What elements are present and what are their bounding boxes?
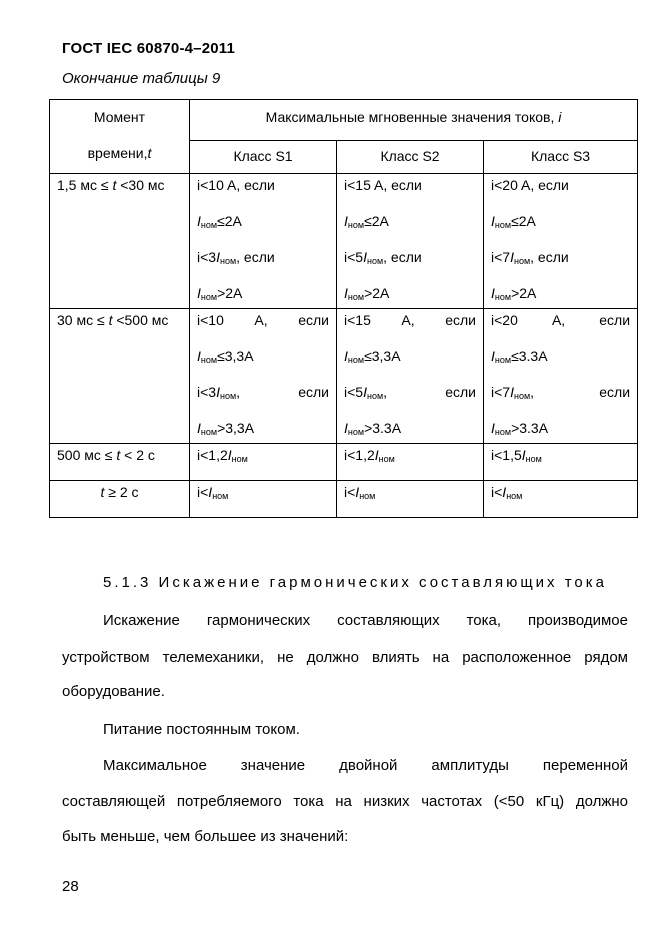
value-cell: $i<1,2I_{ном}$ <box>337 444 484 481</box>
paragraph-line: оборудование. <box>62 683 165 700</box>
section-title: Искажение гармонических составляющих тока <box>158 574 607 591</box>
paragraph-line: Искажение гармонических составляющих тока, производимое <box>103 612 628 629</box>
value-cell: $i<1,5I_{ном}$ <box>484 444 638 481</box>
header-time-line1: Момент <box>93 109 146 125</box>
time-cell: 1,5 мс ≤ t <30 мс <box>50 174 190 309</box>
header-group-var: i <box>558 109 562 125</box>
table-row <box>50 309 638 444</box>
value-cell: $i<I_{ном}$ <box>337 481 484 518</box>
time-cell: 30 мс ≤ t <500 мс <box>50 309 190 444</box>
table-row <box>50 481 638 518</box>
page-number: 28 <box>62 878 79 895</box>
value-cell: i<10 A, если $I_{ном}\le 3,3A$ $i<3I_{ном}$, если $I_{ном}>3,3A$ <box>190 309 337 444</box>
header-class-s1: Класс S1 <box>190 141 337 174</box>
header-group-cell <box>190 100 638 141</box>
header-time-line2: времени,t <box>87 145 152 161</box>
table-row <box>50 444 638 481</box>
paragraph: Питание постоянным током. <box>103 721 300 738</box>
section-heading <box>103 574 607 591</box>
value-cell: $i<1,2I_{ном}$ <box>190 444 337 481</box>
currents-table <box>49 99 638 518</box>
paragraph-line: Максимальное значение двойной амплитуды переменной <box>103 757 628 774</box>
paragraph-line: составляющей потребляемого тока на низких частотах (<50 кГц) должно <box>62 793 628 810</box>
section-number: 5.1.3 <box>103 574 152 591</box>
value-cell: i<10 A, если $I_{ном}\le 2A$ $i<3I_{ном}$, если $I_{ном}>2A$ <box>190 174 337 309</box>
time-cell: 500 мс ≤ t < 2 с <box>50 444 190 481</box>
value-cell: $i<I_{ном}$ <box>190 481 337 518</box>
header-class-s2: Класс S2 <box>337 141 484 174</box>
value-cell: $i<I_{ном}$ <box>484 481 638 518</box>
paragraph-line: быть меньше, чем большее из значений: <box>62 828 349 845</box>
header-class-s3: Класс S3 <box>484 141 638 174</box>
table-caption: Окончание таблицы 9 <box>62 70 221 87</box>
standard-code: ГОСТ IEC 60870-4–2011 <box>62 40 236 57</box>
value-cell: i<15 A, если $I_{ном}\le 2A$ $i<5I_{ном}$, если $I_{ном}>2A$ <box>337 174 484 309</box>
value-cell: i<15 A, если $I_{ном}\le 3,3A$ $i<5I_{ном}$, если $I_{ном}>3.3A$ <box>337 309 484 444</box>
time-cell: t ≥ 2 с <box>50 481 190 518</box>
value-cell: i<20 A, если $I_{ном}\le 3.3A$ $i<7I_{ном}$, если $I_{ном}>3.3A$ <box>484 309 638 444</box>
paragraph-line: устройством телемеханики, не должно влиять на расположенное рядом <box>62 649 628 666</box>
value-cell: i<20 A, если $I_{ном}\le 2A$ $i<7I_{ном}$, если $I_{ном}>2A$ <box>484 174 638 309</box>
table-row <box>50 174 638 309</box>
header-time-cell <box>50 100 190 174</box>
header-group-label: Максимальные мгновенные значения токов, <box>265 109 555 125</box>
